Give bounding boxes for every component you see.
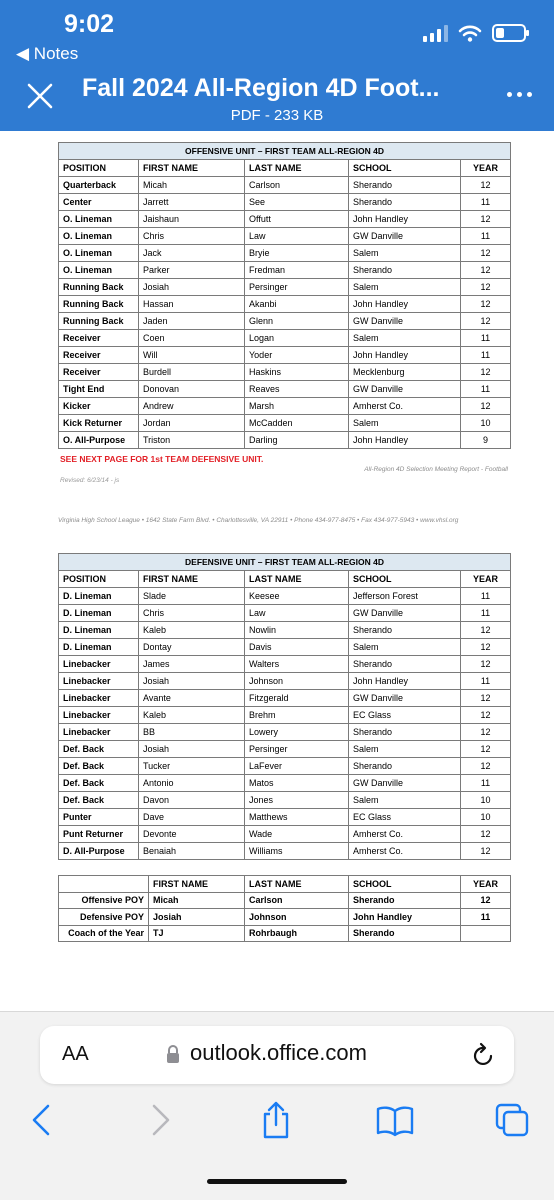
column-header: POSITION [59, 160, 139, 177]
url-text[interactable]: outlook.office.com [190, 1040, 367, 1065]
address-bar[interactable] [40, 1026, 514, 1084]
table-row [59, 432, 511, 449]
table-row [59, 347, 511, 364]
table-row [59, 792, 511, 809]
school-cell: John Handley [349, 347, 461, 364]
position-cell: Receiver [59, 330, 139, 347]
position-cell: Def. Back [59, 792, 139, 809]
column-header: SCHOOL [349, 571, 461, 588]
year-cell: 10 [461, 792, 511, 809]
offensive-unit-table [58, 142, 511, 449]
school-cell: Sherando [349, 925, 461, 942]
last-name-cell: Law [245, 228, 349, 245]
position-cell: O. All-Purpose [59, 432, 139, 449]
table-row [59, 673, 511, 690]
year-cell: 12 [461, 622, 511, 639]
year-cell: 12 [461, 313, 511, 330]
school-cell: GW Danville [349, 605, 461, 622]
year-cell: 12 [461, 826, 511, 843]
school-cell: GW Danville [349, 313, 461, 330]
last-name-cell: Law [245, 605, 349, 622]
position-cell: Running Back [59, 296, 139, 313]
close-icon[interactable] [26, 82, 54, 110]
table-row [59, 724, 511, 741]
table-title: DEFENSIVE UNIT – FIRST TEAM ALL-REGION 4D [59, 554, 511, 571]
reload-icon[interactable] [472, 1042, 496, 1068]
year-cell: 11 [461, 330, 511, 347]
school-cell: John Handley [349, 673, 461, 690]
table-row [59, 656, 511, 673]
lock-icon [165, 1044, 181, 1064]
status-icons [423, 24, 526, 42]
bookmarks-icon[interactable] [376, 1100, 414, 1140]
first-name-cell: Jack [139, 245, 245, 262]
position-cell: D. Lineman [59, 605, 139, 622]
position-cell: Coach of the Year [59, 925, 149, 942]
school-cell: John Handley [349, 432, 461, 449]
year-cell: 12 [461, 398, 511, 415]
column-header: SCHOOL [349, 160, 461, 177]
school-cell: Salem [349, 245, 461, 262]
first-name-cell: Tucker [139, 758, 245, 775]
first-name-cell: Avante [139, 690, 245, 707]
last-name-cell: Nowlin [245, 622, 349, 639]
year-cell: 12 [461, 364, 511, 381]
first-name-cell: Chris [139, 605, 245, 622]
wifi-icon [458, 24, 482, 42]
first-name-cell: TJ [149, 925, 245, 942]
first-name-cell: Devonte [139, 826, 245, 843]
position-cell: Center [59, 194, 139, 211]
table-row [59, 809, 511, 826]
status-time: 9:02 [64, 10, 115, 38]
column-header: FIRST NAME [149, 876, 245, 893]
first-name-cell: Burdell [139, 364, 245, 381]
year-cell: 11 [461, 381, 511, 398]
first-name-cell: Jaden [139, 313, 245, 330]
position-cell: Running Back [59, 313, 139, 330]
first-name-cell: Benaiah [139, 843, 245, 860]
first-name-cell: Will [139, 347, 245, 364]
position-cell: O. Lineman [59, 245, 139, 262]
school-cell: Sherando [349, 892, 461, 909]
position-cell: D. Lineman [59, 639, 139, 656]
table-row [59, 364, 511, 381]
viewer-header [0, 0, 554, 131]
position-cell: D. Lineman [59, 622, 139, 639]
first-name-cell: Micah [139, 177, 245, 194]
first-name-cell: Slade [139, 588, 245, 605]
pdf-page [0, 131, 554, 1011]
position-cell: Quarterback [59, 177, 139, 194]
last-name-cell: Bryie [245, 245, 349, 262]
school-cell: Mecklenburg [349, 364, 461, 381]
last-name-cell: Glenn [245, 313, 349, 330]
last-name-cell: Keesee [245, 588, 349, 605]
year-cell: 12 [461, 177, 511, 194]
year-cell: 12 [461, 656, 511, 673]
column-header: POSITION [59, 571, 139, 588]
first-name-cell: Dontay [139, 639, 245, 656]
school-cell: EC Glass [349, 809, 461, 826]
school-cell: Amherst Co. [349, 826, 461, 843]
position-cell: Defensive POY [59, 909, 149, 926]
year-cell: 12 [461, 707, 511, 724]
last-name-cell: Akanbi [245, 296, 349, 313]
school-cell: EC Glass [349, 707, 461, 724]
table-row [59, 605, 511, 622]
first-name-cell: Josiah [139, 673, 245, 690]
first-name-cell: Kaleb [139, 622, 245, 639]
vhsl-footer: Virginia High School League • 1642 State Farm Blvd. • Charlottesville, VA 22911 • Phone 434-977-8475 • Fax 434-977-5943 • www.vhsl.org [58, 517, 459, 524]
document-title: Fall 2024 All-Region 4D Foot... [82, 74, 440, 102]
year-cell: 12 [461, 843, 511, 860]
position-cell: O. Lineman [59, 211, 139, 228]
next-page-note: SEE NEXT PAGE FOR 1st TEAM DEFENSIVE UNIT. [60, 454, 264, 464]
first-name-cell: Micah [149, 892, 245, 909]
school-cell: Amherst Co. [349, 843, 461, 860]
school-cell: Salem [349, 279, 461, 296]
position-cell: Kick Returner [59, 415, 139, 432]
year-cell: 11 [461, 775, 511, 792]
last-name-cell: See [245, 194, 349, 211]
position-cell: Punter [59, 809, 139, 826]
table-row [59, 758, 511, 775]
year-cell: 11 [461, 605, 511, 622]
year-cell: 12 [461, 639, 511, 656]
report-note: All-Region 4D Selection Meeting Report - Football [364, 466, 508, 473]
table-row [59, 690, 511, 707]
position-cell: Linebacker [59, 673, 139, 690]
year-cell: 12 [461, 758, 511, 775]
reader-aa-button[interactable]: AA [62, 1043, 89, 1065]
last-name-cell: Darling [245, 432, 349, 449]
table-row [59, 826, 511, 843]
column-header-row [59, 571, 511, 588]
last-name-cell: Yoder [245, 347, 349, 364]
position-cell: Running Back [59, 279, 139, 296]
year-cell: 12 [461, 892, 511, 909]
column-header: LAST NAME [245, 876, 349, 893]
school-cell: GW Danville [349, 228, 461, 245]
table-row [59, 707, 511, 724]
table-row [59, 228, 511, 245]
defensive-unit-table [58, 553, 511, 860]
position-cell: Receiver [59, 347, 139, 364]
last-name-cell: Brehm [245, 707, 349, 724]
last-name-cell: Fitzgerald [245, 690, 349, 707]
last-name-cell: McCadden [245, 415, 349, 432]
year-cell: 11 [461, 194, 511, 211]
column-header [59, 876, 149, 893]
first-name-cell: Josiah [149, 909, 245, 926]
table-row [59, 741, 511, 758]
battery-icon [492, 24, 526, 42]
year-cell: 10 [461, 809, 511, 826]
revised-note: Revised: 6/23/14 - js [60, 477, 120, 484]
school-cell: Salem [349, 639, 461, 656]
last-name-cell: Matos [245, 775, 349, 792]
school-cell: Salem [349, 330, 461, 347]
school-cell: Salem [349, 415, 461, 432]
last-name-cell: Walters [245, 656, 349, 673]
school-cell: John Handley [349, 296, 461, 313]
last-name-cell: Johnson [245, 673, 349, 690]
home-indicator [0, 1179, 554, 1185]
table-row [59, 262, 511, 279]
last-name-cell: Wade [245, 826, 349, 843]
column-header: YEAR [461, 160, 511, 177]
table-row [59, 639, 511, 656]
school-cell: GW Danville [349, 690, 461, 707]
position-cell: Linebacker [59, 707, 139, 724]
year-cell: 11 [461, 228, 511, 245]
year-cell: 12 [461, 211, 511, 228]
year-cell: 12 [461, 245, 511, 262]
table-row [59, 909, 511, 926]
more-icon[interactable] [507, 92, 532, 97]
last-name-cell: Davis [245, 639, 349, 656]
year-cell: 11 [461, 588, 511, 605]
last-name-cell: Logan [245, 330, 349, 347]
school-cell: Sherando [349, 622, 461, 639]
table-row [59, 296, 511, 313]
first-name-cell: Jordan [139, 415, 245, 432]
share-icon[interactable] [260, 1100, 292, 1140]
year-cell: 12 [461, 690, 511, 707]
table-row [59, 245, 511, 262]
table-row [59, 588, 511, 605]
first-name-cell: Antonio [139, 775, 245, 792]
first-name-cell: Coen [139, 330, 245, 347]
year-cell: 9 [461, 432, 511, 449]
school-cell: GW Danville [349, 775, 461, 792]
position-cell: D. All-Purpose [59, 843, 139, 860]
column-header: YEAR [461, 571, 511, 588]
school-cell: Sherando [349, 656, 461, 673]
school-cell: Salem [349, 741, 461, 758]
table-row [59, 622, 511, 639]
first-name-cell: Donovan [139, 381, 245, 398]
year-cell: 11 [461, 673, 511, 690]
browser-toolbar [0, 1011, 554, 1200]
last-name-cell: Offutt [245, 211, 349, 228]
last-name-cell: Persinger [245, 741, 349, 758]
back-to-notes-link[interactable]: ◀ Notes [16, 44, 79, 63]
first-name-cell: James [139, 656, 245, 673]
first-name-cell: Triston [139, 432, 245, 449]
last-name-cell: Fredman [245, 262, 349, 279]
year-cell [461, 925, 511, 942]
school-cell: Salem [349, 792, 461, 809]
last-name-cell: Carlson [245, 892, 349, 909]
school-cell: Sherando [349, 177, 461, 194]
column-header: LAST NAME [245, 571, 349, 588]
table-row [59, 313, 511, 330]
first-name-cell: Jaishaun [139, 211, 245, 228]
position-cell: O. Lineman [59, 228, 139, 245]
position-cell: Def. Back [59, 775, 139, 792]
position-cell: D. Lineman [59, 588, 139, 605]
last-name-cell: Persinger [245, 279, 349, 296]
first-name-cell: Parker [139, 262, 245, 279]
table-row [59, 279, 511, 296]
school-cell: GW Danville [349, 381, 461, 398]
last-name-cell: Rohrbaugh [245, 925, 349, 942]
position-cell: Receiver [59, 364, 139, 381]
school-cell: Jefferson Forest [349, 588, 461, 605]
table-row [59, 892, 511, 909]
position-cell: Kicker [59, 398, 139, 415]
last-name-cell: Carlson [245, 177, 349, 194]
year-cell: 12 [461, 741, 511, 758]
year-cell: 12 [461, 296, 511, 313]
column-header: SCHOOL [349, 876, 461, 893]
column-header: LAST NAME [245, 160, 349, 177]
table-row [59, 177, 511, 194]
school-cell: Sherando [349, 262, 461, 279]
position-cell: Punt Returner [59, 826, 139, 843]
column-header: FIRST NAME [139, 571, 245, 588]
school-cell: John Handley [349, 909, 461, 926]
first-name-cell: Kaleb [139, 707, 245, 724]
table-row [59, 415, 511, 432]
table-title: OFFENSIVE UNIT – FIRST TEAM ALL-REGION 4D [59, 143, 511, 160]
first-name-cell: Josiah [139, 741, 245, 758]
position-cell: Def. Back [59, 758, 139, 775]
last-name-cell: Haskins [245, 364, 349, 381]
cellular-signal-icon [423, 24, 448, 42]
last-name-cell: Jones [245, 792, 349, 809]
column-header-row [59, 876, 511, 893]
position-cell: Linebacker [59, 656, 139, 673]
school-cell: Sherando [349, 724, 461, 741]
column-header-row [59, 160, 511, 177]
table-row [59, 398, 511, 415]
position-cell: Tight End [59, 381, 139, 398]
last-name-cell: Lowery [245, 724, 349, 741]
first-name-cell: Andrew [139, 398, 245, 415]
position-cell: O. Lineman [59, 262, 139, 279]
position-cell: Linebacker [59, 724, 139, 741]
first-name-cell: Hassan [139, 296, 245, 313]
last-name-cell: Reaves [245, 381, 349, 398]
table-row [59, 925, 511, 942]
column-header: YEAR [461, 876, 511, 893]
school-cell: John Handley [349, 211, 461, 228]
table-row [59, 775, 511, 792]
document-subtitle: PDF - 233 KB [230, 107, 324, 124]
school-cell: Sherando [349, 194, 461, 211]
last-name-cell: Matthews [245, 809, 349, 826]
year-cell: 11 [461, 909, 511, 926]
table-row [59, 843, 511, 860]
awards-table [58, 875, 511, 942]
year-cell: 12 [461, 724, 511, 741]
table-row [59, 194, 511, 211]
first-name-cell: Dave [139, 809, 245, 826]
forward-arrow-icon[interactable] [148, 1100, 174, 1140]
column-header: FIRST NAME [139, 160, 245, 177]
first-name-cell: BB [139, 724, 245, 741]
school-cell: Amherst Co. [349, 398, 461, 415]
position-cell: Offensive POY [59, 892, 149, 909]
first-name-cell: Chris [139, 228, 245, 245]
last-name-cell: LaFever [245, 758, 349, 775]
first-name-cell: Davon [139, 792, 245, 809]
position-cell: Linebacker [59, 690, 139, 707]
back-arrow-icon[interactable] [28, 1100, 54, 1140]
last-name-cell: Johnson [245, 909, 349, 926]
table-row [59, 330, 511, 347]
school-cell: Sherando [349, 758, 461, 775]
last-name-cell: Williams [245, 843, 349, 860]
table-row [59, 381, 511, 398]
browser-nav-row [0, 1100, 554, 1144]
tabs-icon[interactable] [494, 1100, 530, 1140]
year-cell: 10 [461, 415, 511, 432]
first-name-cell: Jarrett [139, 194, 245, 211]
last-name-cell: Marsh [245, 398, 349, 415]
table-row [59, 211, 511, 228]
year-cell: 11 [461, 347, 511, 364]
year-cell: 12 [461, 279, 511, 296]
year-cell: 12 [461, 262, 511, 279]
position-cell: Def. Back [59, 741, 139, 758]
first-name-cell: Josiah [139, 279, 245, 296]
